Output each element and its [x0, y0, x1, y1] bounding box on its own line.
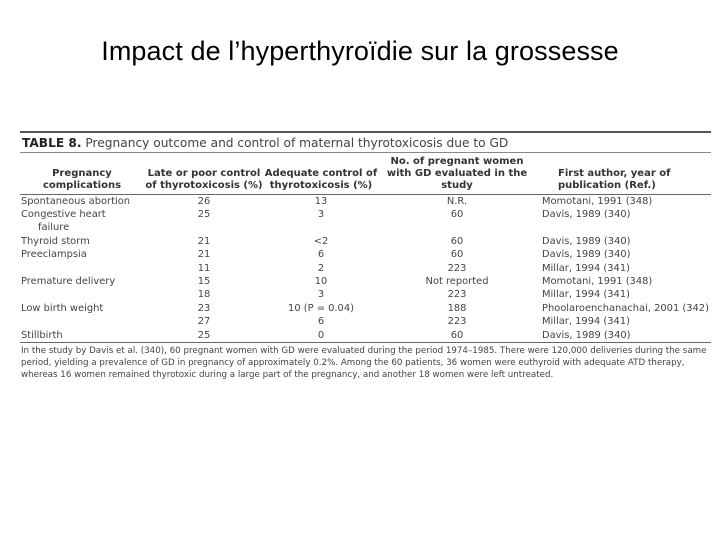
table-cell: 223	[447, 262, 467, 274]
table-cell: 3	[317, 289, 325, 301]
table-row	[20, 235, 711, 248]
column-header-reference: First author, year of publication (Ref.)	[536, 153, 711, 194]
table-cell: Spontaneous abortion	[21, 195, 131, 207]
table-cell	[20, 288, 144, 301]
table-cell: 21	[197, 235, 211, 247]
table-row	[20, 315, 711, 328]
table-cell: 10 (P = 0.04)	[288, 302, 354, 314]
table-cell: 60	[450, 235, 464, 247]
table-cell: Millar, 1994 (341)	[542, 289, 630, 301]
column-header-adequate-control: Adequate control of thyrotoxicosis (%)	[264, 153, 378, 194]
table-cell: 60	[450, 209, 464, 221]
table-row	[20, 262, 711, 275]
table-caption-label: TABLE 8.	[22, 136, 82, 150]
slide-title: Impact de l’hyperthyroïdie sur la grossesse	[101, 36, 619, 66]
table-cell: 60	[378, 329, 536, 343]
table-cell: N.R.	[446, 195, 468, 207]
table-cell: 25	[144, 329, 264, 343]
table-cell: Stillbirth	[20, 329, 144, 343]
table-cell	[144, 221, 264, 234]
table-cell	[536, 221, 711, 234]
table-cell: 18	[197, 289, 211, 301]
table-cell: 10	[314, 276, 328, 288]
table-cell: 223	[447, 289, 467, 301]
table-cell: 21	[197, 249, 211, 261]
data-table	[20, 153, 711, 343]
table-cell: 26	[197, 195, 211, 207]
table-row	[20, 248, 711, 261]
table-cell: Phoolaroenchanachai, 2001 (342)	[542, 302, 709, 314]
table-cell	[264, 221, 378, 234]
table-cell: 2	[317, 262, 325, 274]
table-cell: 13	[314, 195, 328, 207]
table-cell: failure	[38, 222, 70, 234]
column-header-late-control: Late or poor control of thyrotoxicosis (%)	[144, 153, 264, 194]
table-cell: 25	[197, 209, 211, 221]
table-caption	[20, 131, 711, 153]
table-cell: 60	[450, 249, 464, 261]
pregnancy-outcome-table	[20, 131, 711, 382]
table-row	[20, 329, 711, 343]
table-cell	[20, 315, 144, 328]
table-cell: <2	[313, 235, 329, 247]
table-caption-text: Pregnancy outcome and control of maternal thyrotoxicosis due to GD	[85, 136, 509, 150]
table-cell: Momotani, 1991 (348)	[542, 195, 653, 207]
table-cell: 223	[447, 316, 467, 328]
table-row	[20, 275, 711, 288]
table-cell: 11	[197, 262, 211, 274]
table-row	[20, 221, 711, 234]
table-cell: Low birth weight	[21, 302, 104, 314]
table-cell: Preeclampsia	[21, 249, 87, 261]
table-cell: Millar, 1994 (341)	[542, 262, 630, 274]
table-cell: 6	[317, 316, 325, 328]
table-cell: Davis, 1989 (340)	[536, 329, 711, 343]
table-cell: Davis, 1989 (340)	[542, 209, 631, 221]
table-cell: 27	[197, 316, 211, 328]
table-cell	[20, 262, 144, 275]
table-cell: 3	[317, 209, 325, 221]
table-cell: Not reported	[425, 276, 489, 288]
table-cell: 23	[197, 302, 211, 314]
table-footnote: In the study by Davis et al. (340), 60 pregnant women with GD were evaluated during the period 1974–1985. There were 120,000 deliveries during the same period, yielding a prevalence of GD in pregnancy of approximately 0.2%. Among the 60 patients, 36 women were euthyroid with adequate ATD therapy, whereas 16 women remained thyrotoxic during a large part of the pregnancy, and another 18 women were left untreated.	[21, 346, 707, 381]
table-cell: Momotani, 1991 (348)	[542, 276, 653, 288]
table-cell: 188	[447, 302, 467, 314]
table-row	[20, 288, 711, 301]
table-row	[20, 302, 711, 315]
table-cell: Davis, 1989 (340)	[542, 249, 631, 261]
table-cell: Congestive heart	[21, 209, 106, 221]
column-header-complications: Pregnancy complications	[20, 153, 144, 194]
table-row	[20, 194, 711, 208]
table-cell: 0	[264, 329, 378, 343]
table-row	[20, 208, 711, 221]
table-cell: Premature delivery	[21, 276, 116, 288]
table-cell: Millar, 1994 (341)	[542, 316, 630, 328]
table-cell: Thyroid storm	[21, 235, 90, 247]
table-cell: 15	[197, 276, 211, 288]
table-cell: Davis, 1989 (340)	[542, 235, 631, 247]
table-header-row	[20, 153, 711, 194]
table-cell: 6	[317, 249, 325, 261]
table-cell	[378, 221, 536, 234]
column-header-women-evaluated: No. of pregnant women with GD evaluated in the study	[378, 153, 536, 194]
